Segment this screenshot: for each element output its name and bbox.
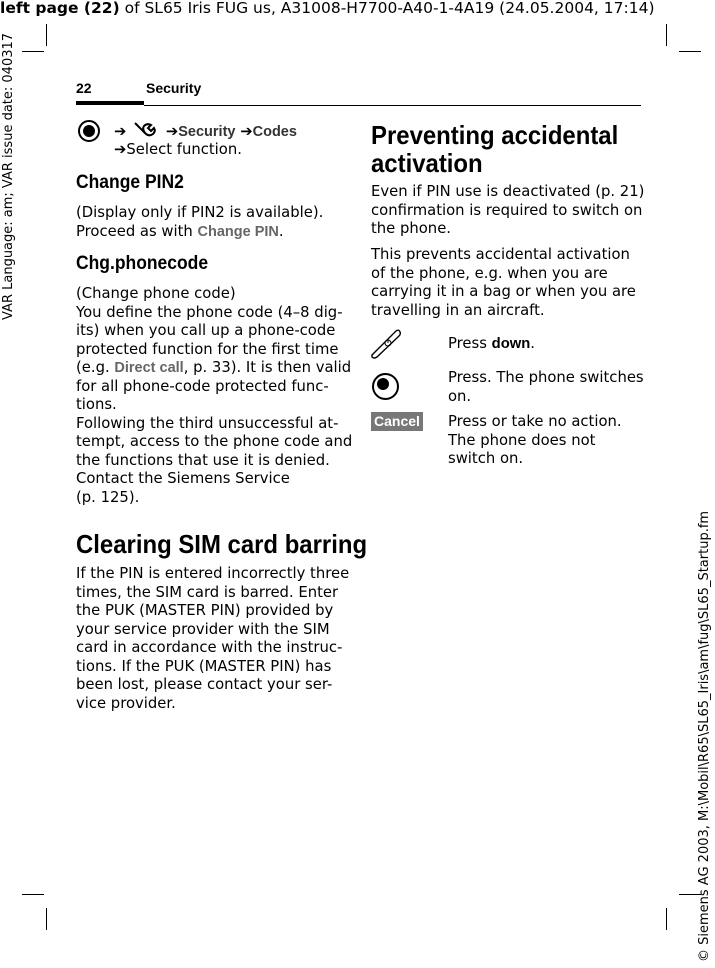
arrow-icon: ➔ xyxy=(165,123,179,140)
text-line: protected function for the first time xyxy=(76,340,339,358)
step-press-switch xyxy=(448,369,644,406)
text-line: If the PIN is entered incorrectly three xyxy=(76,565,350,582)
nav-path xyxy=(114,120,297,142)
menu-codes: Codes xyxy=(252,124,297,140)
prevent-paragraph-1 xyxy=(371,183,644,239)
header-rule-thin xyxy=(144,105,641,106)
text-span: , p. 33). It is then valid xyxy=(183,359,352,376)
text-span: Proceed as with xyxy=(76,222,198,240)
crop-mark xyxy=(22,51,44,52)
text-line: This prevents accidental activation xyxy=(371,246,630,263)
link-change-pin: Change PIN xyxy=(197,223,279,240)
text-line: (Change phone code) xyxy=(76,285,236,302)
text-line: travelling in an aircraft. xyxy=(371,301,545,319)
text-line: Press or take no action. xyxy=(448,413,622,430)
menu-security: Security xyxy=(178,124,236,140)
text-line: of the phone, e.g. when you are xyxy=(371,264,608,282)
header-rule-thick xyxy=(76,101,144,105)
text-line: (p. 125). xyxy=(76,488,140,506)
crop-mark xyxy=(46,908,47,930)
text-line: for all phone-code protected func- xyxy=(76,377,329,395)
side-note-left xyxy=(1,30,19,320)
nav-select-text: Select function. xyxy=(126,141,242,158)
side-note-left-text: VAR Language: am; VAR issue date: 040317 xyxy=(1,32,16,320)
text-line: tions. If the PUK (MASTER PIN) has xyxy=(76,657,332,675)
heading-preventing xyxy=(371,121,618,177)
text-line: its) when you call up a phone-code xyxy=(76,322,336,339)
text-line: times, the SIM card is barred. Enter xyxy=(76,583,339,601)
text-line: carrying it in a bag or when you are xyxy=(371,283,636,300)
step-cancel xyxy=(448,413,622,469)
text-line xyxy=(76,359,351,378)
page-number: 22 xyxy=(76,80,92,96)
link-direct-call: Direct call xyxy=(114,360,184,376)
text-span-bold: down xyxy=(491,336,531,352)
nav-select-line xyxy=(114,141,242,160)
heading-line: activation xyxy=(371,148,483,178)
text-span: . xyxy=(530,335,536,352)
print-header xyxy=(0,0,715,17)
step-press-down xyxy=(448,335,535,354)
crop-mark xyxy=(46,24,47,46)
print-header-prefix: left page (22) xyxy=(0,0,120,17)
text-line: You define the phone code (4–8 dig- xyxy=(76,303,343,321)
text-line: Even if PIN use is deactivated (p. 21) xyxy=(371,183,645,200)
text-span: . xyxy=(278,222,284,240)
text-line: Press. The phone switches xyxy=(448,369,644,386)
text-line: card in accordance with the instruc- xyxy=(76,639,343,656)
text-line: Following the third unsuccessful at- xyxy=(76,414,339,432)
cancel-softkey-label: Cancel xyxy=(371,412,423,431)
heading-chg-phonecode: Chg.phonecode xyxy=(76,253,209,274)
wrench-icon xyxy=(131,120,161,140)
text-span: Press xyxy=(448,335,492,352)
crop-mark xyxy=(666,24,667,46)
text-line: switch on. xyxy=(448,450,524,467)
prevent-paragraph-2 xyxy=(371,246,636,320)
text-line: the functions that use it is denied. xyxy=(76,451,330,469)
joystick-icon xyxy=(78,120,100,142)
crop-mark xyxy=(666,908,667,930)
change-pin2-text xyxy=(76,204,346,241)
text-line: tempt, access to the phone code and xyxy=(76,433,353,450)
print-header-rest: of SL65 Iris FUG us, A31008-H7700-A40-1-4A19 (24.05.2004, 17:14) xyxy=(119,0,655,17)
heading-change-pin2: Change PIN2 xyxy=(76,172,184,193)
crop-mark xyxy=(679,51,701,52)
heading-line: Preventing accidental xyxy=(371,120,619,150)
text-line: confirmation is required to switch on xyxy=(371,201,643,219)
text-line: your service provider with the SIM xyxy=(76,620,330,638)
crop-mark xyxy=(22,894,44,895)
joystick-icon xyxy=(372,373,399,400)
text-line xyxy=(76,223,346,242)
heading-clearing-sim: Clearing SIM card barring xyxy=(76,529,368,559)
side-note-right-text: © Siemens AG 2003, M:\Mobil\R65\SL65_Iris\am\fug\SL65_Startup.fm xyxy=(697,510,712,962)
text-line: the phone. xyxy=(371,220,451,237)
phonecode-text xyxy=(76,285,351,507)
section-title: Security xyxy=(146,80,202,96)
text-line: the PUK (MASTER PIN) provided by xyxy=(76,602,334,619)
sim-text xyxy=(76,565,351,713)
arrow-icon: ➔ xyxy=(114,141,127,158)
arrow-icon: ➔ xyxy=(114,123,127,140)
text-line: Contact the Siemens Service xyxy=(76,470,290,487)
text-line: tions. xyxy=(76,396,117,413)
text-line: The phone does not xyxy=(448,431,596,449)
side-note-right xyxy=(695,510,715,962)
text-span: (e.g. xyxy=(76,359,115,376)
arrow-icon: ➔ xyxy=(240,123,253,140)
text-line: been lost, please contact your ser- xyxy=(76,676,333,693)
text-line: (Display only if PIN2 is available). xyxy=(76,204,324,221)
text-line: on. xyxy=(448,387,472,405)
text-line: vice provider. xyxy=(76,694,176,712)
power-key-icon xyxy=(369,327,403,359)
